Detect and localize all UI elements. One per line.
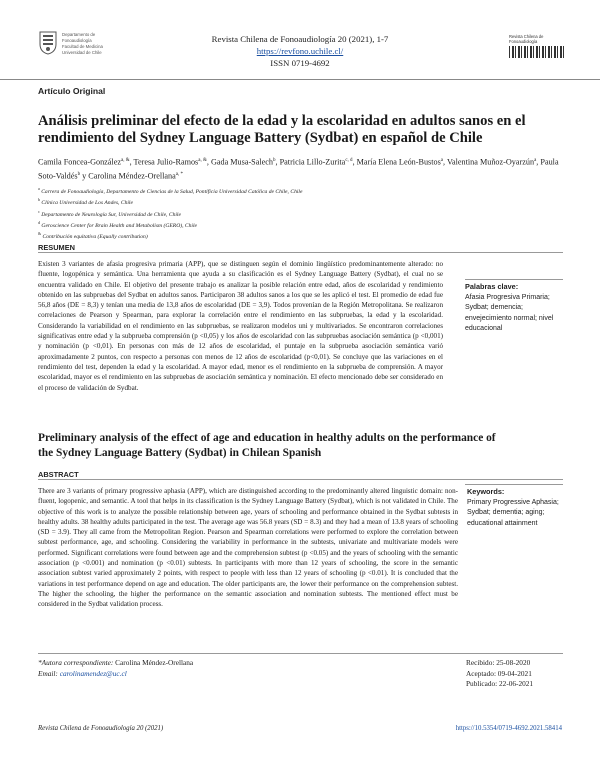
article-type: Artículo Original	[38, 86, 106, 96]
email-label: Email:	[38, 668, 58, 678]
section-divider	[38, 252, 563, 253]
header-divider	[0, 79, 600, 80]
affiliation: & Contribución equitativa (Equally contribution)	[38, 231, 148, 240]
author-affiliation-marker: a, &	[120, 158, 130, 163]
abstract-text: There are 3 variants of primary progressive aphasia (APP), which are distinguished according to the predominantly altered linguistic domain: non-fluent, logopenic, and semantic. A tool that helps in its classification is the Sydney Language Battery (Sydbat), which is not validated in Chile. The objective of this work is to analyze the possible relationship between age, years of schooling and performance obtained in the Sydbat subtests in healthy adults. 38 healthy adults participated in the test. The average age was 56.8 years (SD = 8.3) and they had a mean of 13.8 years of schooling (SD = 3.9). They all came from the Metropolitan Region. Pearson and Spearman correlations were performed to explore the correlation between subtest performance, age, and schooling. Considering the variability in performance in the subtests, univariate and multivariate models were performed. Significant correlations were found between age and the comprehension subtest (p <0.05) and the years of schooling with the semantic association (p <0.001) and nomination (p <0.01) subtests. In participants with more than 12 years of schooling, the score in the semantic association subtest varied approximately 2 points, with respect to people with less than 12 years of schooling (p <0.01). It is concluded that the variations in test performance depend on age and education. The older participants are, the lower their performance on the comprehension subtest. The higher the schooling, the higher the performance on the semantic association and nomination subtests. The mentioned effect must be considered in the Sydbat validation process.	[38, 487, 458, 609]
author-affiliation-marker: a	[440, 158, 444, 163]
footer-doi-link[interactable]: https://10.5354/0719-4692.2021.58414	[455, 725, 562, 732]
journal-url-link[interactable]: https://revfono.uchile.cl/	[256, 46, 344, 56]
logo-line: Facultad de Medicina	[62, 44, 103, 49]
affiliation: $^c$ Departamento de Neurología Sur, Universidad de Chile, Chile	[38, 208, 181, 218]
author: María Elena León-Bustos	[356, 157, 441, 167]
university-seal-icon	[38, 30, 58, 55]
affiliation: $^a$ Carrera de Fonoaudiología, Departamento de Ciencias de la Salud, Pontificia Universidad Católica de Chile, Chile	[38, 186, 303, 195]
author: Paula Soto-Valdés	[38, 157, 559, 181]
correspondence	[38, 658, 418, 679]
author: Camila Foncea-González	[38, 157, 121, 167]
journal-logo-line: Fonoaudiología	[509, 39, 538, 44]
journal-logo	[509, 34, 565, 58]
email-link[interactable]: carolinamendez@uc.cl	[59, 668, 127, 678]
author: Teresa Julio-Ramos	[133, 157, 199, 167]
university-logo	[38, 30, 103, 56]
logo-line: Universidad de Chile	[62, 50, 102, 55]
affiliation: $^b$ Clínica Universidad de Los Andes, Chile	[38, 197, 133, 207]
logo-line: Fonoaudiología	[62, 38, 92, 43]
publication-dates	[466, 658, 564, 690]
journal-header	[150, 33, 450, 69]
date-accepted: Aceptado: 09-04-2021	[466, 668, 532, 678]
author: Valentina Muñoz-Oyarzún	[446, 157, 535, 167]
author-affiliation-marker: c, d	[345, 158, 353, 163]
author-affiliation-marker: a, &	[198, 158, 207, 163]
author-affiliation-marker: a, *	[175, 172, 184, 178]
author-affiliation-marker: a	[534, 158, 537, 163]
keywords-box	[467, 487, 563, 529]
date-published: Publicado: 22-06-2021	[466, 679, 534, 689]
keywords-text: Primary Progressive Aphasia; Sydbat; dementia; aging; educational attainment	[467, 499, 559, 527]
correspondence-name: Carolina Méndez-Orellana	[115, 658, 194, 667]
author-affiliation-marker: b	[273, 158, 276, 163]
author: Carolina Méndez-Orellana	[88, 171, 176, 181]
footer-divider	[38, 653, 563, 654]
correspondence-label: *Autora correspondiente:	[38, 658, 114, 667]
author-list: Camila Foncea-González$^{a, \&}$, Teresa Julio-Ramos$^{a, \&}$, Gada Musa-Salech$^b$, Patricia Lillo-Zurita$^{c, d}$, María Elena León-Bustos$^a$, Valentina Muñoz-Oyarzún$^a$, Paula Soto-Valdés$^b$ y Carolina Méndez-Orellana$^{a, *}$	[38, 157, 559, 181]
journal-logo-pattern-icon	[509, 46, 565, 58]
section-divider	[38, 479, 563, 480]
resumen-heading: RESUMEN	[38, 243, 75, 252]
issn: ISSN 0719-4692	[270, 58, 330, 68]
palabras-clave-text: Afasia Progresiva Primaria; Sydbat; demencia; envejecimiento normal; nivel educacional	[465, 294, 554, 333]
author-affiliation-marker: b	[77, 172, 81, 178]
logo-line: Departamento de	[62, 32, 96, 37]
author: Patricia Lillo-Zurita	[279, 157, 346, 167]
affiliation: $^d$ Geroscience Center for Brain Health and Metabolism (GERO), Chile	[38, 219, 198, 229]
footer-journal: Revista Chilena de Fonoaudiología 20 (2021)	[38, 725, 164, 732]
journal-citation: Revista Chilena de Fonoaudiología 20 (2021), 1-7	[211, 34, 389, 44]
journal-logo-line: Revista Chilena de	[509, 34, 544, 39]
abstract-heading: ABSTRACT	[38, 470, 79, 479]
date-received: Recibido: 25-08-2020	[466, 658, 531, 667]
resumen-text: Existen 3 variantes de afasia progresiva primaria (APP), que se distinguen según el dominio lingüístico predominantemente alterado: no fluente, logopénica y semántica. Una herramienta que ayuda a su clasificación es el Sydney Language Battery (Sydbat), el cual no se encuentra validado en Chile. El objetivo del presente trabajo es analizar la posible relación entre edad, años de escolaridad y rendimiento obtenido en las subpruebas del Sydbat en adultos sanos. Participaron 38 adultos sanos a los que se les aplicó el test. El promedio de edad fue 56,8 años (DE = 8,3) y tenían una media de 13,8 años de escolaridad (DE = 3,9). Todos provenían de la Región Metropolitana. Se realizaron correlaciones de Pearson y Spearman, para explorar la correlación entre el rendimiento en las subpruebas, la edad y la escolaridad. Considerando la variabilidad en el rendimiento en las subpruebas, se realizaron modelos uni y multivariados. Se encontraron correlaciones significativas entre edad y la subprueba comprensión (p <0,05) y los años de escolaridad con las subpruebas asociación semántica (p <0,001) y nominación (p <0,01). En personas con más de 12 años de escolaridad, el puntaje en la subprueba asociación semántica varió aproximadamente 2 puntos, con respecto a personas con menos de 12 años de escolaridad (p<0,01). Se concluye que las variaciones en el rendimiento del test, dependen la edad y la escolaridad. A mayor edad, menor es el rendimiento en la subprueba de comprensión. A mayor escolaridad, mayor es el rendimiento en las subpruebas de asociación semántica y nominación. El efecto mencionado debe ser considerado en el proceso de validación de Sydbat.	[38, 260, 443, 392]
palabras-clave-heading: Palabras clave:	[465, 282, 519, 291]
palabras-clave-box	[465, 282, 563, 335]
keywords-divider	[465, 484, 563, 485]
keywords-heading: Keywords:	[467, 487, 505, 496]
affiliation-list	[38, 185, 458, 241]
author: Gada Musa-Salech	[210, 157, 274, 167]
title-spanish: Análisis preliminar del efecto de la edad y la escolaridad en adultos sanos en el rendimiento del Sydney Language Battery (Sydbat) en español de Chile	[38, 113, 526, 146]
title-english: Preliminary analysis of the effect of age and education in healthy adults on the performance of the Sydney Language Battery (Sydbat) in Chilean Spanish	[38, 432, 496, 460]
keywords-divider	[465, 279, 563, 280]
